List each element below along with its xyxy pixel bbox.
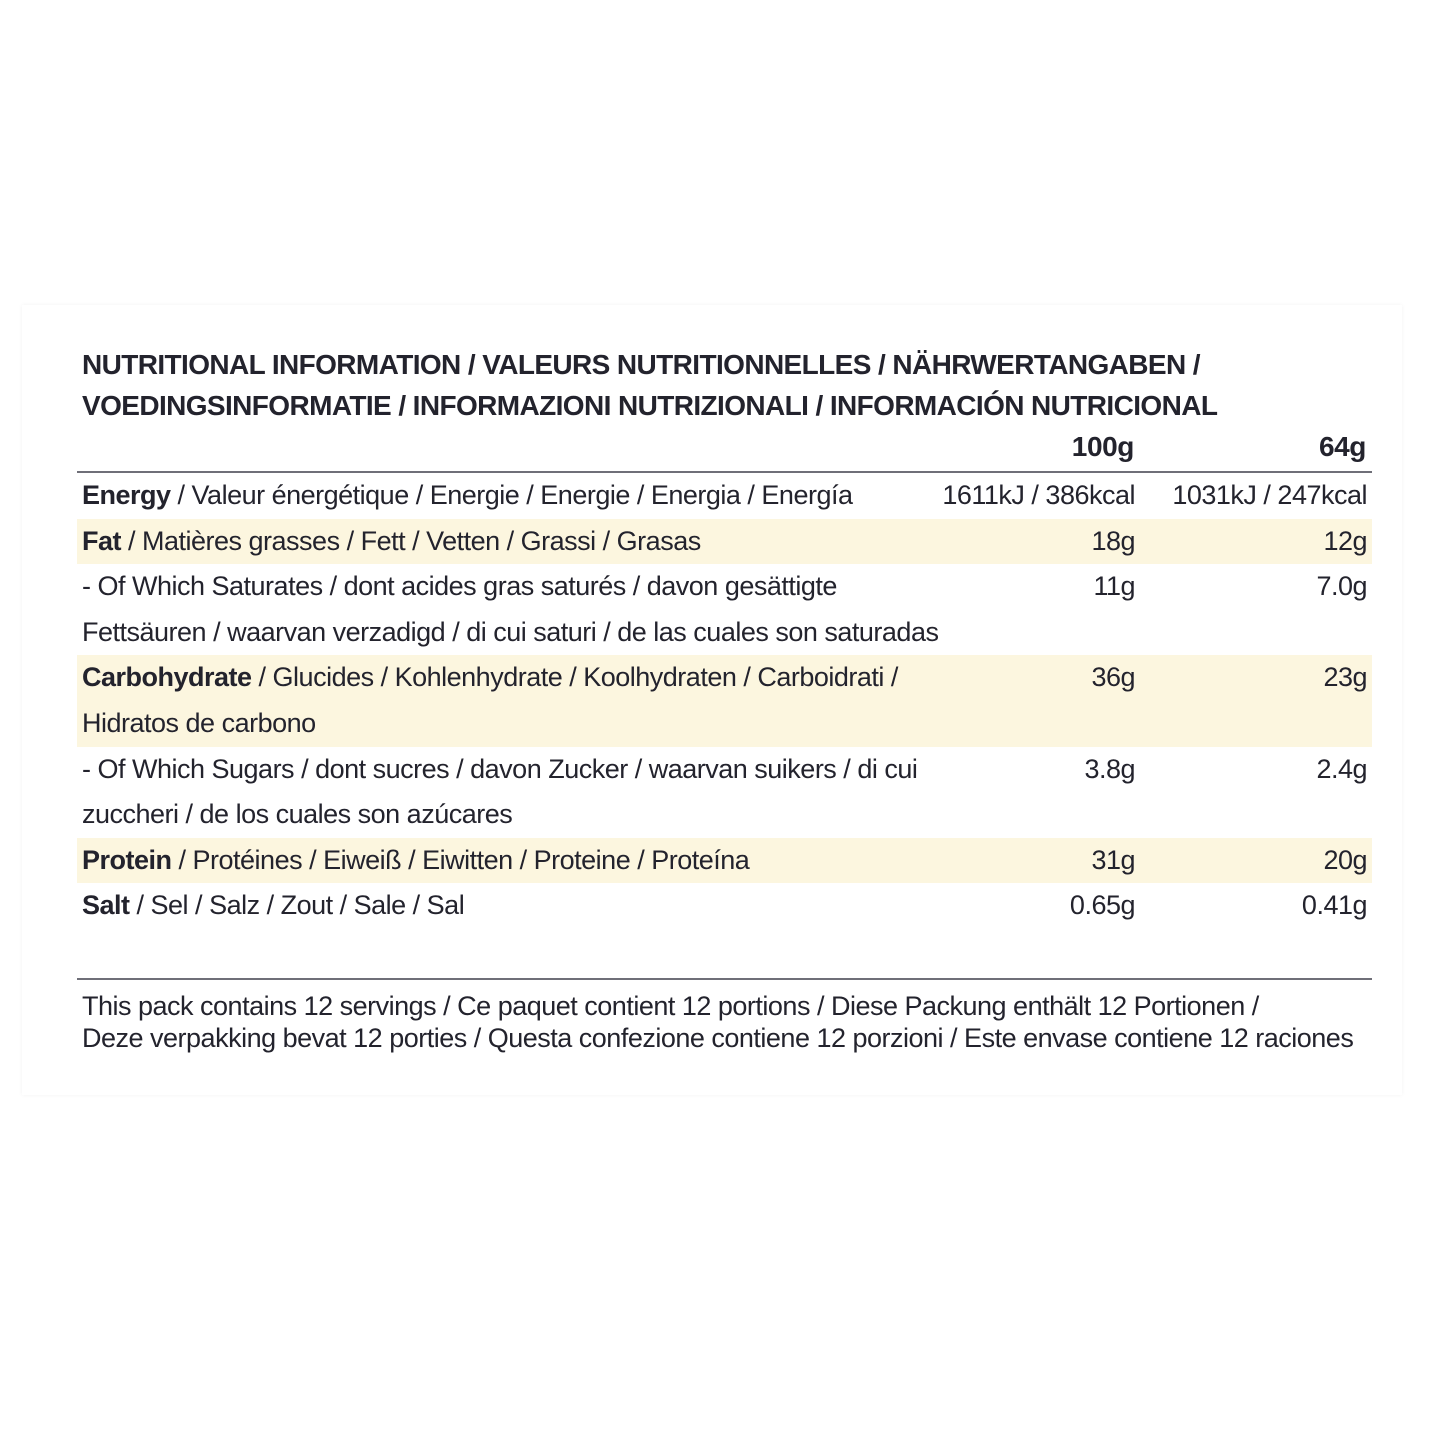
table-row-fat [77,519,1372,565]
value-per-serving: 2.4g [1316,753,1367,784]
row-label-rest: / Protéines / Eiweiß / Eiwitten / Proteine / Proteína [171,844,750,875]
row-label-bold: Fat [82,525,121,556]
value-per-100g: 36g [1091,662,1135,693]
value-per-100g: 3.8g [1084,753,1135,784]
row-label-bold: Protein [82,844,172,875]
row-label-bold: Salt [82,890,130,921]
row-label [77,519,947,565]
row-label [77,883,947,929]
value-per-serving: 20g [1323,844,1367,875]
servings-note-line-2: Deze verpakking bevat 12 porties / Questa confezione contiene 12 porzioni / Este envase contiene 12 raciones [82,1023,1354,1053]
nutrition-table [77,473,1372,929]
value-per-serving: 12g [1323,525,1367,556]
title-line-2: VOEDINGSINFORMATIE / INFORMAZIONI NUTRIZIONALI / INFORMACIÓN NUTRICIONAL [82,390,1218,421]
value-per-100g: 1611kJ / 386kcal [942,480,1135,510]
row-label-rest: / Glucides / Kohlenhydrate / Koolhydraten / Carboidrati / Hidratos de carbono [82,662,898,738]
value-per-100g: 31g [1091,844,1135,875]
row-label [77,655,947,746]
value-per-serving: 0.41g [1301,890,1367,921]
row-label-rest: / Sel / Salz / Zout / Sale / Sal [129,890,465,921]
table-row-saturates [77,564,1372,655]
row-label-bold: Carbohydrate [82,662,252,693]
servings-note [82,990,1382,1054]
servings-note-line-1: This pack contains 12 servings / Ce paquet contient 12 portions / Diese Packung enthält 12 Portionen / [82,991,1259,1021]
table-row-energy [77,473,1372,519]
row-label [77,838,947,884]
page-title [82,344,1372,426]
row-label-rest: - Of Which Sugars / dont sucres / davon Zucker / waarvan suikers / di cui zuccheri / de los cuales son azúcares [82,753,918,830]
value-per-serving: 7.0g [1316,571,1367,602]
table-bottom-rule [77,978,1372,980]
value-per-serving: 1031kJ / 247kcal [1172,480,1367,510]
title-line-1: NUTRITIONAL INFORMATION / VALEURS NUTRITIONNELLES / NÄHRWERTANGABEN / [82,349,1200,380]
value-per-100g: 0.65g [1069,890,1135,921]
value-per-100g: 11g [1093,571,1135,602]
column-header-per-serving: 64g [1318,431,1366,462]
row-label-bold: Energy [82,480,171,510]
row-label [77,747,947,838]
row-label-rest: / Valeur énergétique / Energie / Energie / Energia / Energía [170,480,853,510]
value-per-100g: 18g [1091,525,1135,556]
table-row-protein [77,838,1372,884]
table-row-carbohydrate [77,655,1372,746]
row-label-rest: / Matières grasses / Fett / Vetten / Grassi / Grasas [121,525,701,556]
table-row-salt [77,883,1372,929]
column-header-per-100g: 100g [1071,431,1134,462]
row-label-rest: - Of Which Saturates / dont acides gras saturés / davon gesättigte Fettsäuren / waarvan verzadigd / di cui saturi / de las cuales son saturadas [82,571,939,647]
row-label [77,564,947,655]
table-row-sugars [77,747,1372,838]
row-label [77,473,947,519]
value-per-serving: 23g [1323,662,1367,693]
